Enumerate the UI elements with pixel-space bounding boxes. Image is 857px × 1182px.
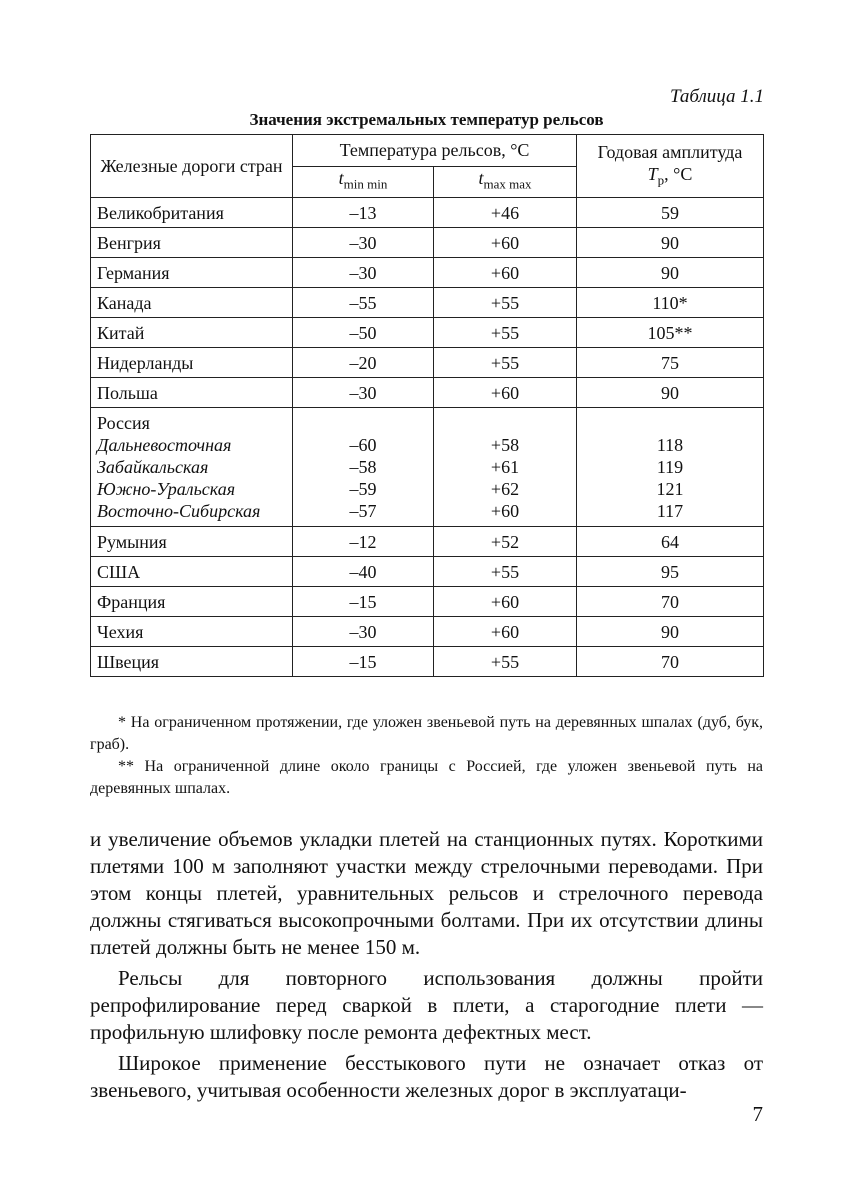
amplitude-cell: 95 — [577, 557, 764, 587]
header-temperature: Температура рельсов, °С — [293, 135, 577, 167]
amplitude-cell — [577, 408, 764, 527]
table-row-russia — [91, 408, 764, 527]
header-amplitude — [577, 135, 764, 198]
tmin-cell — [293, 408, 434, 527]
tmin-cell: –50 — [293, 318, 434, 348]
region-tmax: +58 — [490, 435, 520, 455]
table-label: Таблица 1.1 — [670, 86, 764, 107]
tmax-cell: +60 — [434, 228, 577, 258]
amplitude-cell: 64 — [577, 527, 764, 557]
tmin-cell: –15 — [293, 647, 434, 677]
spacer — [583, 412, 757, 434]
tmax-cell: +52 — [434, 527, 577, 557]
region-name: Восточно-Сибирская — [97, 501, 261, 521]
country-cell: Франция — [91, 587, 293, 617]
table-row — [91, 617, 764, 647]
region-tmax: +60 — [490, 501, 520, 521]
region-tmin: –60 — [349, 435, 377, 455]
country-cell: Швеция — [91, 647, 293, 677]
region-name: Дальневосточная — [97, 435, 232, 455]
tmin-cell: –40 — [293, 557, 434, 587]
table-row — [91, 557, 764, 587]
table-row — [91, 198, 764, 228]
table-row — [91, 228, 764, 258]
header-tmin — [293, 166, 434, 198]
footnote-2: ** На ограниченной длине около границы с Россией, где уложен звеньевой путь на деревянных шпалах. — [90, 758, 763, 797]
header-country: Железные дороги стран — [91, 135, 293, 198]
header-amplitude-unit: , °С — [664, 163, 693, 184]
region-tmax: +62 — [490, 479, 520, 499]
tmax-cell: +46 — [434, 198, 577, 228]
tmax-cell: +60 — [434, 617, 577, 647]
amplitude-cell: 75 — [577, 348, 764, 378]
paragraph-2: Рельсы для повторного использования должны пройти репрофилирование перед сваркой в плети, а старогодние плети — профильную шлифовку после ремонта дефектных мест. — [90, 966, 763, 1044]
table-row — [91, 318, 764, 348]
footnote-1: * На ограниченном протяжении, где уложен звеньевой путь на деревянных шпалах (дуб, бук, граб). — [90, 714, 763, 753]
header-amplitude-subscript: р — [657, 172, 665, 188]
tmax-cell: +55 — [434, 557, 577, 587]
tmax-cell: +60 — [434, 378, 577, 408]
tmin-cell: –30 — [293, 258, 434, 288]
tmin-cell: –13 — [293, 198, 434, 228]
page-number: 7 — [752, 1102, 763, 1126]
tmax-cell: +60 — [434, 587, 577, 617]
region-name: Забайкальская — [97, 457, 209, 477]
tmax-cell: +55 — [434, 647, 577, 677]
country-cell: Канада — [91, 288, 293, 318]
header-tmin-symbol: t — [338, 168, 344, 189]
country-cell: Китай — [91, 318, 293, 348]
amplitude-cell: 59 — [577, 198, 764, 228]
header-tmax — [434, 166, 577, 198]
tmin-cell: –20 — [293, 348, 434, 378]
country-cell: США — [91, 557, 293, 587]
amplitude-cell: 90 — [577, 378, 764, 408]
amplitude-cell: 110* — [577, 288, 764, 318]
table-row — [91, 527, 764, 557]
country-cell: Германия — [91, 258, 293, 288]
spacer — [299, 412, 427, 434]
header-amplitude-label: Годовая амплитуда — [597, 141, 743, 162]
header-amplitude-symbol: T — [647, 163, 658, 184]
paragraph-1: и увеличение объемов укладки плетей на станционных путях. Короткими плетями 100 м заполняют участки между стрелочными переводами. При этом концы плетей, уравнительных рельсов и стрелочного перевода должны стягиваться высокопрочными болтами. При их отсутствии длины плетей должны быть не менее 150 м. — [90, 827, 763, 959]
country-cell: Чехия — [91, 617, 293, 647]
header-tmax-subscript: max max — [483, 177, 532, 193]
spacer — [440, 412, 570, 434]
table-row — [91, 348, 764, 378]
country-cell: Польша — [91, 378, 293, 408]
region-amplitude: 117 — [656, 501, 684, 521]
table-row — [91, 647, 764, 677]
country-cell: Великобритания — [91, 198, 293, 228]
tmax-cell: +55 — [434, 288, 577, 318]
amplitude-cell: 105** — [577, 318, 764, 348]
tmin-cell: –30 — [293, 378, 434, 408]
amplitude-cell: 90 — [577, 228, 764, 258]
tmax-cell: +55 — [434, 348, 577, 378]
amplitude-cell: 70 — [577, 587, 764, 617]
country-cell: Венгрия — [91, 228, 293, 258]
temperature-table — [90, 134, 764, 677]
table-body — [91, 198, 764, 677]
country-cell: Румыния — [91, 527, 293, 557]
region-amplitude: 121 — [656, 479, 684, 499]
amplitude-cell: 70 — [577, 647, 764, 677]
region-tmax: +61 — [490, 457, 520, 477]
tmin-cell: –30 — [293, 228, 434, 258]
paragraph-3: Широкое применение бесстыкового пути не означает отказ от звеньевого, учитывая особенности железных дорог в эксплуатаци- — [90, 1051, 763, 1102]
footnotes — [90, 712, 763, 800]
header-tmax-symbol: t — [478, 168, 484, 189]
tmin-cell: –30 — [293, 617, 434, 647]
country-cell — [91, 408, 293, 527]
amplitude-cell: 90 — [577, 258, 764, 288]
region-tmin: –57 — [349, 501, 377, 521]
region-tmin: –58 — [349, 457, 377, 477]
tmax-cell: +60 — [434, 258, 577, 288]
table-title: Значения экстремальных температур рельсов — [249, 110, 604, 129]
tmin-cell: –12 — [293, 527, 434, 557]
region-amplitude: 118 — [656, 435, 684, 455]
table-row — [91, 288, 764, 318]
tmin-cell: –15 — [293, 587, 434, 617]
country-cell: Нидерланды — [91, 348, 293, 378]
tmax-cell: +55 — [434, 318, 577, 348]
header-tmin-subscript: min min — [343, 177, 388, 193]
amplitude-cell: 90 — [577, 617, 764, 647]
table-row — [91, 378, 764, 408]
tmax-cell — [434, 408, 577, 527]
body-text — [90, 826, 763, 1108]
region-amplitude: 119 — [656, 457, 684, 477]
table-row — [91, 258, 764, 288]
tmin-cell: –55 — [293, 288, 434, 318]
region-name: Южно-Уральская — [97, 479, 236, 499]
country-name: Россия — [97, 413, 150, 433]
table-row — [91, 587, 764, 617]
region-tmin: –59 — [349, 479, 377, 499]
